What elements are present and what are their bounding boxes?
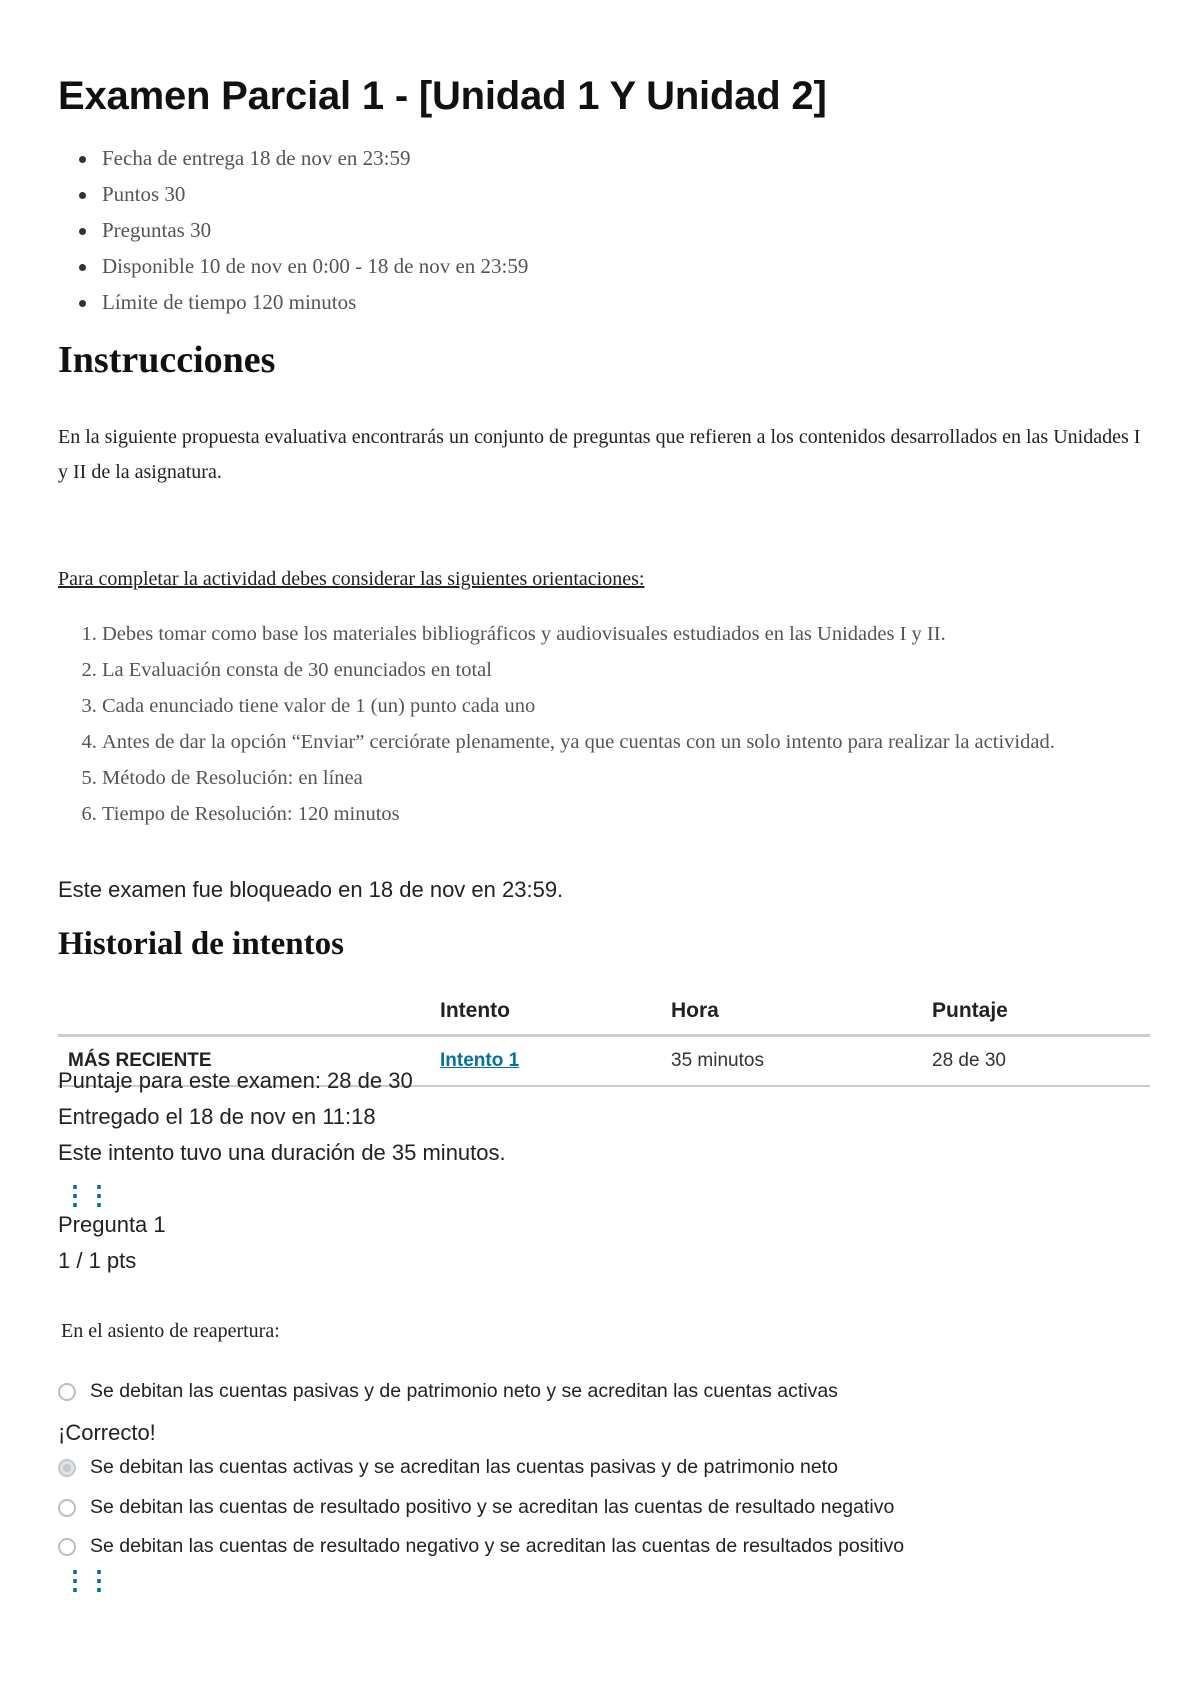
attempt-score: 28 de 30 [922, 1036, 1150, 1087]
quiz-title: Examen Parcial 1 - [Unidad 1 Y Unidad 2] [58, 74, 827, 118]
meta-points: Puntos 30 [102, 176, 528, 212]
radio-unselected-icon[interactable] [58, 1383, 76, 1401]
column-header-score: Puntaje [922, 988, 1150, 1036]
column-header-empty [58, 988, 430, 1036]
meta-available: Disponible 10 de nov en 0:00 - 18 de nov en 23:59 [102, 248, 528, 284]
attempt-link[interactable]: Intento 1 [440, 1050, 520, 1071]
question-text: En el asiento de reapertura: [61, 1320, 280, 1342]
instructions-heading: Instrucciones [58, 339, 276, 381]
drag-handle-icon[interactable]: ⋮⋮ [62, 1180, 110, 1210]
instruction-step: 1. Debes tomar como base los materiales bibliográficos y audiovisuales estudiados en las Unidades I y II. [102, 616, 1192, 652]
answer-option-label: Se debitan las cuentas pasivas y de patrimonio neto y se acreditan las cuentas activas [90, 1380, 838, 1402]
answer-option-label: Se debitan las cuentas de resultado positivo y se acreditan las cuentas de resultado negativo [90, 1496, 895, 1518]
meta-due-date: Fecha de entrega 18 de nov en 23:59 [102, 140, 528, 176]
answer-option[interactable] [58, 1535, 904, 1558]
answer-option-label: Se debitan las cuentas activas y se acreditan las cuentas pasivas y de patrimonio neto [90, 1456, 838, 1478]
instruction-step: 5. Método de Resolución: en línea [102, 760, 1192, 796]
question-points: 1 / 1 pts [58, 1248, 137, 1273]
radio-unselected-icon[interactable] [58, 1499, 76, 1517]
summary-score: Puntaje para este examen: 28 de 30 [58, 1068, 413, 1093]
answer-option-selected[interactable] [58, 1456, 838, 1479]
instructions-steps [58, 616, 1192, 832]
correct-answer-label: ¡Correcto! [58, 1420, 156, 1445]
instruction-step: 2. La Evaluación consta de 30 enunciados en total [102, 652, 1192, 688]
answer-option-label: Se debitan las cuentas de resultado negativo y se acreditan las cuentas de resultados positivo [90, 1535, 905, 1557]
quiz-meta-list [58, 140, 528, 320]
column-header-attempt: Intento [430, 988, 661, 1036]
summary-duration: Este intento tuvo una duración de 35 minutos. [58, 1140, 506, 1165]
drag-handle-icon[interactable]: ⋮⋮ [62, 1565, 110, 1595]
attempt-time: 35 minutos [661, 1036, 922, 1087]
attempt-cell [430, 1036, 661, 1087]
question-label: Pregunta 1 [58, 1212, 166, 1237]
radio-selected-icon[interactable] [58, 1459, 76, 1477]
answer-option[interactable] [58, 1496, 894, 1519]
instructions-intro: En la siguiente propuesta evaluativa encontrarás un conjunto de preguntas que refieren a los contenidos desarrollados en las Unidades I y II de la asignatura. [58, 426, 1141, 483]
instruction-step: 4. Antes de dar la opción “Enviar” cerciórate plenamente, ya que cuentas con un solo intento para realizar la actividad. [102, 724, 1192, 760]
column-header-time: Hora [661, 988, 922, 1036]
meta-questions: Preguntas 30 [102, 212, 528, 248]
meta-time-limit: Límite de tiempo 120 minutos [102, 284, 528, 320]
radio-unselected-icon[interactable] [58, 1538, 76, 1556]
answer-option[interactable] [58, 1380, 838, 1403]
history-heading: Historial de intentos [58, 926, 344, 962]
table-header-row [58, 988, 1150, 1036]
instruction-step: 3. Cada enunciado tiene valor de 1 (un) punto cada uno [102, 688, 1192, 724]
instruction-step: 6. Tiempo de Resolución: 120 minutos [102, 796, 1192, 832]
orientation-title: Para completar la actividad debes considerar las siguientes orientaciones: [58, 568, 645, 590]
locked-notice: Este examen fue bloqueado en 18 de nov en 23:59. [58, 877, 564, 902]
attempt-recent-label: MÁS RECIENTE [58, 1036, 430, 1087]
summary-submitted: Entregado el 18 de nov en 11:18 [58, 1104, 376, 1129]
